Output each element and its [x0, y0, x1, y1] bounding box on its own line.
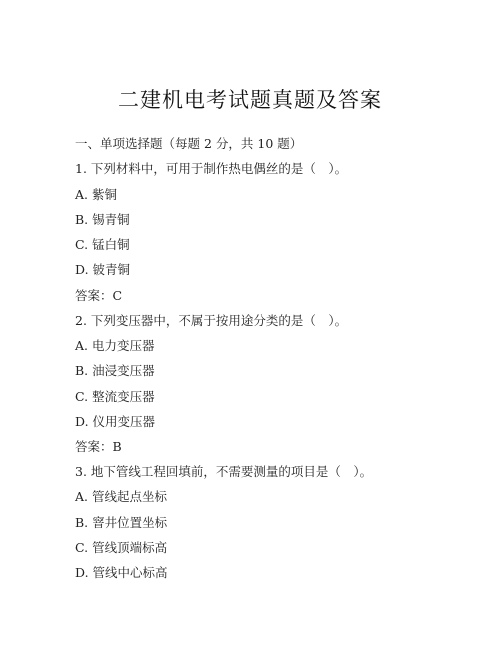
document-title: 二建机电考试题真题及答案 — [118, 88, 382, 112]
question-3-option-a: A. 管线起点坐标 — [75, 489, 167, 504]
question-1-stem: 1. 下列材料中，可用于制作热电偶丝的是（ ）。 — [75, 161, 348, 176]
question-2-option-a: A. 电力变压器 — [75, 338, 155, 353]
question-3-stem: 3. 地下管线工程回填前，不需要测量的项目是（ ）。 — [75, 464, 373, 479]
question-3-option-c: C. 管线顶端标高 — [75, 540, 168, 555]
question-3-option-b: B. 窨井位置坐标 — [75, 515, 168, 530]
question-2-answer: 答案：B — [75, 439, 122, 454]
question-1-option-c: C. 锰白铜 — [75, 237, 130, 252]
question-2-option-c: C. 整流变压器 — [75, 389, 155, 404]
question-1-answer: 答案：C — [75, 288, 123, 303]
section-heading: 一、单项选择题（每题 2 分，共 10 题） — [75, 136, 303, 151]
question-2-stem: 2. 下列变压器中，不属于按用途分类的是（ ）。 — [75, 313, 348, 328]
question-1-option-d: D. 铍青铜 — [75, 262, 131, 277]
question-2-option-d: D. 仪用变压器 — [75, 414, 156, 429]
question-3-option-d: D. 管线中心标高 — [75, 565, 168, 580]
question-1-option-b: B. 锡青铜 — [75, 212, 130, 227]
question-1-option-a: A. 紫铜 — [75, 187, 117, 202]
question-2-option-b: B. 油浸变压器 — [75, 363, 155, 378]
